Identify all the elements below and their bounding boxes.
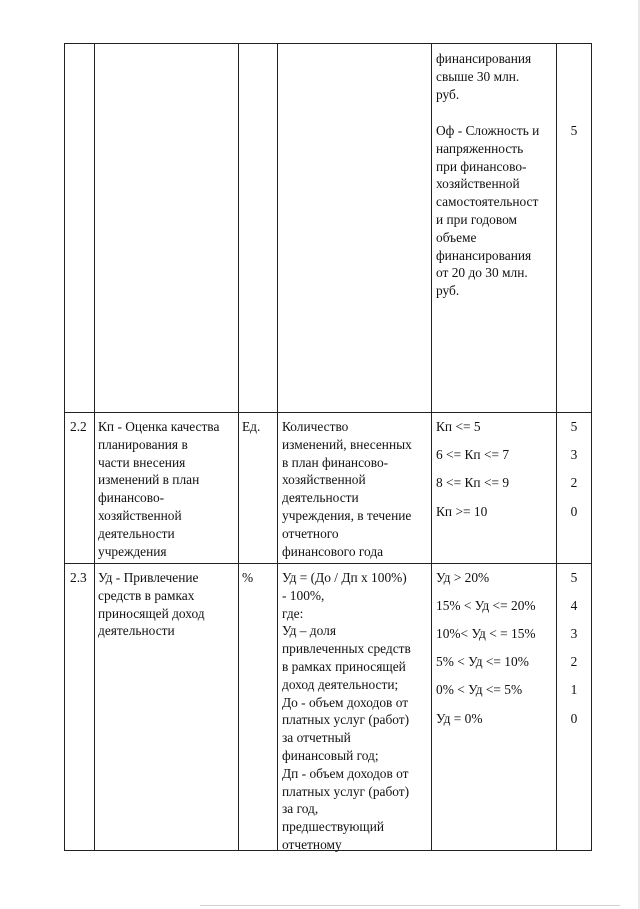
row2-criterion-1: Кп <= 5 [436,419,481,434]
col-border-6 [591,43,592,851]
row3-criterion-5: 0% < Уд <= 5% [436,682,523,697]
row1-criterion-1: финансирования свыше 30 млн. руб. [436,51,532,102]
row3-criterion-1: Уд > 20% [436,570,490,585]
row3-score-3: 3 [570,626,578,641]
row2-criterion-4: Кп >= 10 [436,504,488,519]
row3-score-2: 4 [570,598,578,613]
scan-edge-bottom [200,905,620,906]
row1-criterion-2: Оф - Сложность и напряженность при финансово- хозяйственной самостоятельност и при годовом объеме финансирования от 20 до 30 млн. руб. [436,123,540,299]
row3-unit: % [242,570,254,585]
row2-criterion-3: 8 <= Кп <= 9 [436,475,510,490]
row2-score-2: 3 [570,447,578,462]
row3-criterion-2: 15% < Уд <= 20% [436,598,536,613]
row3-criterion-3: 10%< Уд < = 15% [436,626,536,641]
row3-score-5: 1 [570,682,578,697]
row2-score-3: 2 [570,475,578,490]
row2-score-4: 0 [570,504,578,519]
row3-score-1: 5 [570,570,578,585]
row1-score-2: 5 [570,123,578,138]
row2-score-1: 5 [570,419,578,434]
col-border-0 [64,43,65,851]
row2-indicator: Кп - Оценка качества планирования в части внесения изменений в план финансово- хозяйственной деятельности учреждения [98,419,220,559]
row-divider-2 [64,563,592,564]
col-border-2 [238,43,239,851]
col-border-3 [277,43,278,851]
row2-number: 2.2 [70,419,87,434]
row3-score-6: 0 [570,711,578,726]
row3-criterion-4: 5% < Уд <= 10% [436,654,529,669]
col-border-1 [94,43,95,851]
table-top-border [64,43,592,44]
row3-formula: Уд = (До / Дп х 100%) - 100%, где: Уд – доля привлеченных средств в рамках приносящей доход деятельности; До - объем доходов от платных услуг (работ) за отчетный финансовый год; Дп - объем доходов от платных услуг (работ) за год, предшествующий отчетному [282,570,411,852]
row3-indicator: Уд - Привлечение средств в рамках приносящей доход деятельности [98,570,205,639]
row3-criterion-6: Уд = 0% [436,711,483,726]
row3-number: 2.3 [70,570,87,585]
row-divider-1 [64,412,592,413]
row2-criterion-2: 6 <= Кп <= 7 [436,447,510,462]
row2-unit: Ед. [242,419,261,434]
row2-formula: Количество изменений, внесенных в план финансово- хозяйственной деятельности учреждения, в течение отчетного финансового года [282,419,412,559]
row3-score-4: 2 [570,654,578,669]
